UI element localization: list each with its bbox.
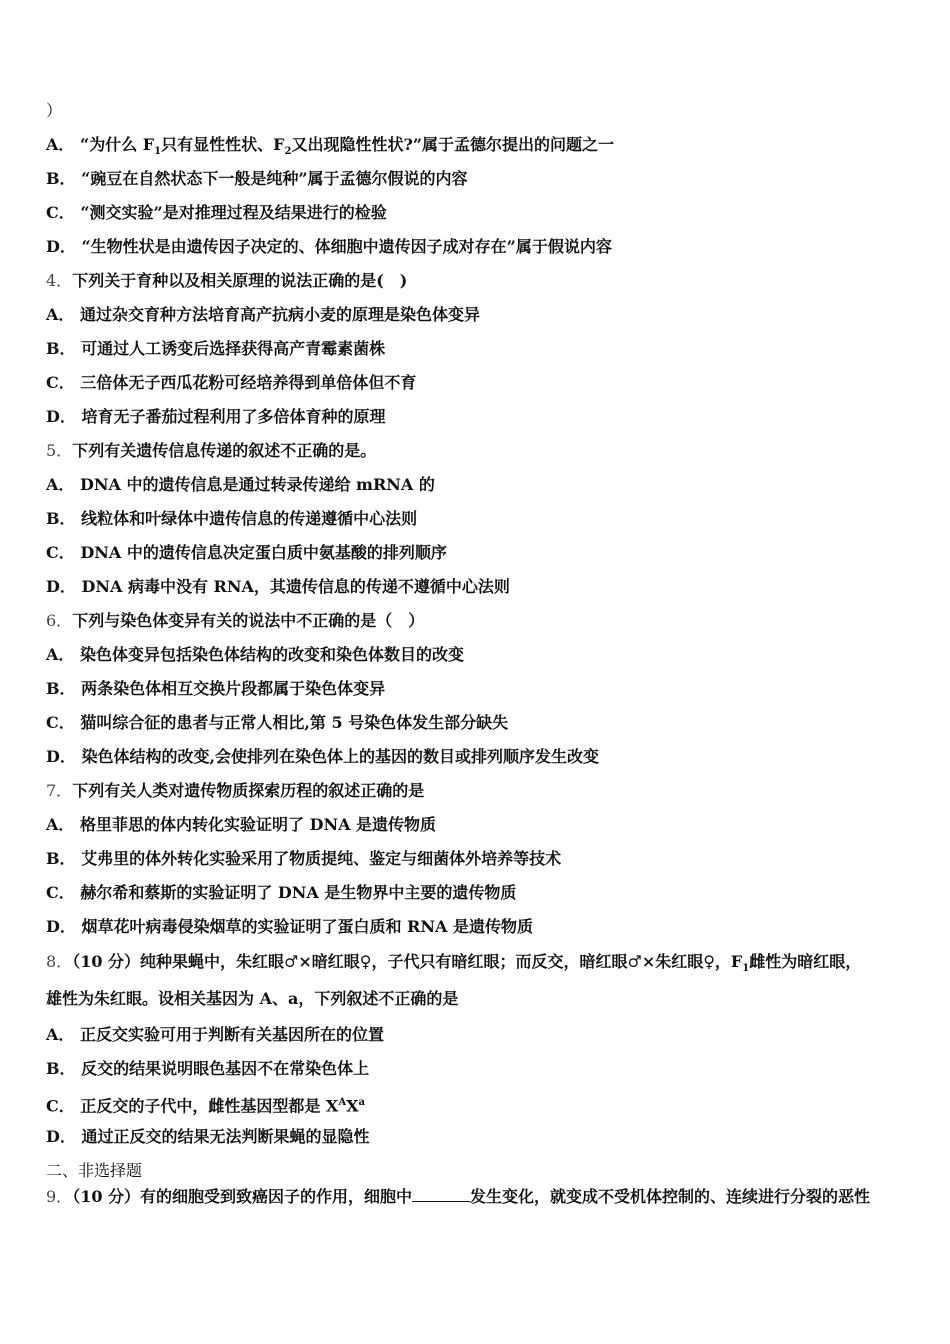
line-paren: ）	[46, 101, 63, 120]
q5-option-c: C． DNA 中的遗传信息决定蛋白质中氨基酸的排列顺序	[46, 543, 447, 562]
q7-option-d: D． 烟草花叶病毒侵染烟草的实验证明了蛋白质和 RNA 是遗传物质	[46, 917, 533, 936]
q3-option-a: A． “为什么 $F_1$只有显性性状、$F_2$又出现隐性性状?”属于孟德尔提出的问题之一	[46, 135, 615, 158]
question-5: 5．下列有关遗传信息传递的叙述不正确的是。	[46, 441, 377, 460]
q5-option-b: B． 线粒体和叶绿体中遗传信息的传递遵循中心法则	[46, 509, 418, 528]
question-8-continued: 雄性为朱红眼。设相关基因为 A、a，下列叙述不正确的是	[46, 989, 459, 1008]
q6-option-a: A． 染色体变异包括染色体结构的改变和染色体数目的改变	[46, 645, 465, 664]
q3-option-d: D． “生物性状是由遗传因子决定的、体细胞中遗传因子成对存在”属于假说内容	[46, 237, 612, 256]
q4-option-b: B． 可通过人工诱变后选择获得高产青霉素菌株	[46, 339, 386, 358]
question-4: 4．下列关于育种以及相关原理的说法正确的是( )	[46, 271, 408, 290]
q3-option-b: B． “豌豆在自然状态下一般是纯种”属于孟德尔假说的内容	[46, 169, 468, 188]
q4-option-a: A． 通过杂交育种方法培育高产抗病小麦的原理是染色体变异	[46, 305, 481, 324]
question-6: 6．下列与染色体变异有关的说法中不正确的是（ ）	[46, 611, 425, 630]
section-heading-non-choice: 二、非选择题	[46, 1161, 143, 1180]
q6-option-d: D． 染色体结构的改变,会使排列在染色体上的基因的数目或排列顺序发生改变	[46, 747, 600, 766]
q8-option-c: C． 正反交的子代中，雌性基因型都是 $X^AX^a$	[46, 1096, 365, 1116]
q5-option-a: A． DNA 中的遗传信息是通过转录传递给 mRNA 的	[46, 475, 435, 494]
q7-option-a: A． 格里菲思的体内转化实验证明了 DNA 是遗传物质	[46, 815, 437, 834]
q8-option-b: B． 反交的结果说明眼色基因不在常染色体上	[46, 1059, 370, 1078]
question-8: 8．（10 分）纯种果蝇中，朱红眼♂×暗红眼♀，子代只有暗红眼；而反交，暗红眼♂×朱红眼♀，$F_1$雌性为暗红眼，	[46, 952, 862, 975]
q5-option-d: D． DNA 病毒中没有 RNA，其遗传信息的传递不遵循中心法则	[46, 577, 510, 596]
q4-option-d: D． 培育无子番茄过程利用了多倍体育种的原理	[46, 407, 386, 426]
q7-option-c: C． 赫尔希和蔡斯的实验证明了 DNA 是生物界中主要的遗传物质	[46, 883, 517, 902]
q6-option-c: C． 猫叫综合征的患者与正常人相比,第 5 号染色体发生部分缺失	[46, 713, 509, 732]
question-7: 7．下列有关人类对遗传物质探索历程的叙述正确的是	[46, 781, 425, 800]
q7-option-b: B． 艾弗里的体外转化实验采用了物质提纯、鉴定与细菌体外培养等技术	[46, 849, 562, 868]
q3-option-c: C． “测交实验”是对推理过程及结果进行的检验	[46, 203, 387, 222]
answer-blank[interactable]	[412, 1187, 470, 1202]
q8-option-d: D． 通过正反交的结果无法判断果蝇的显隐性	[46, 1127, 370, 1146]
q4-option-c: C． 三倍体无子西瓜花粉可经培养得到单倍体但不育	[46, 373, 417, 392]
question-9: 9．（10 分）有的细胞受到致癌因子的作用，细胞中 发生变化，就变成不受机体控制的、连续进行分裂的恶性	[46, 1187, 871, 1206]
q6-option-b: B． 两条染色体相互交换片段都属于染色体变异	[46, 679, 386, 698]
q8-option-a: A． 正反交实验可用于判断有关基因所在的位置	[46, 1025, 385, 1044]
